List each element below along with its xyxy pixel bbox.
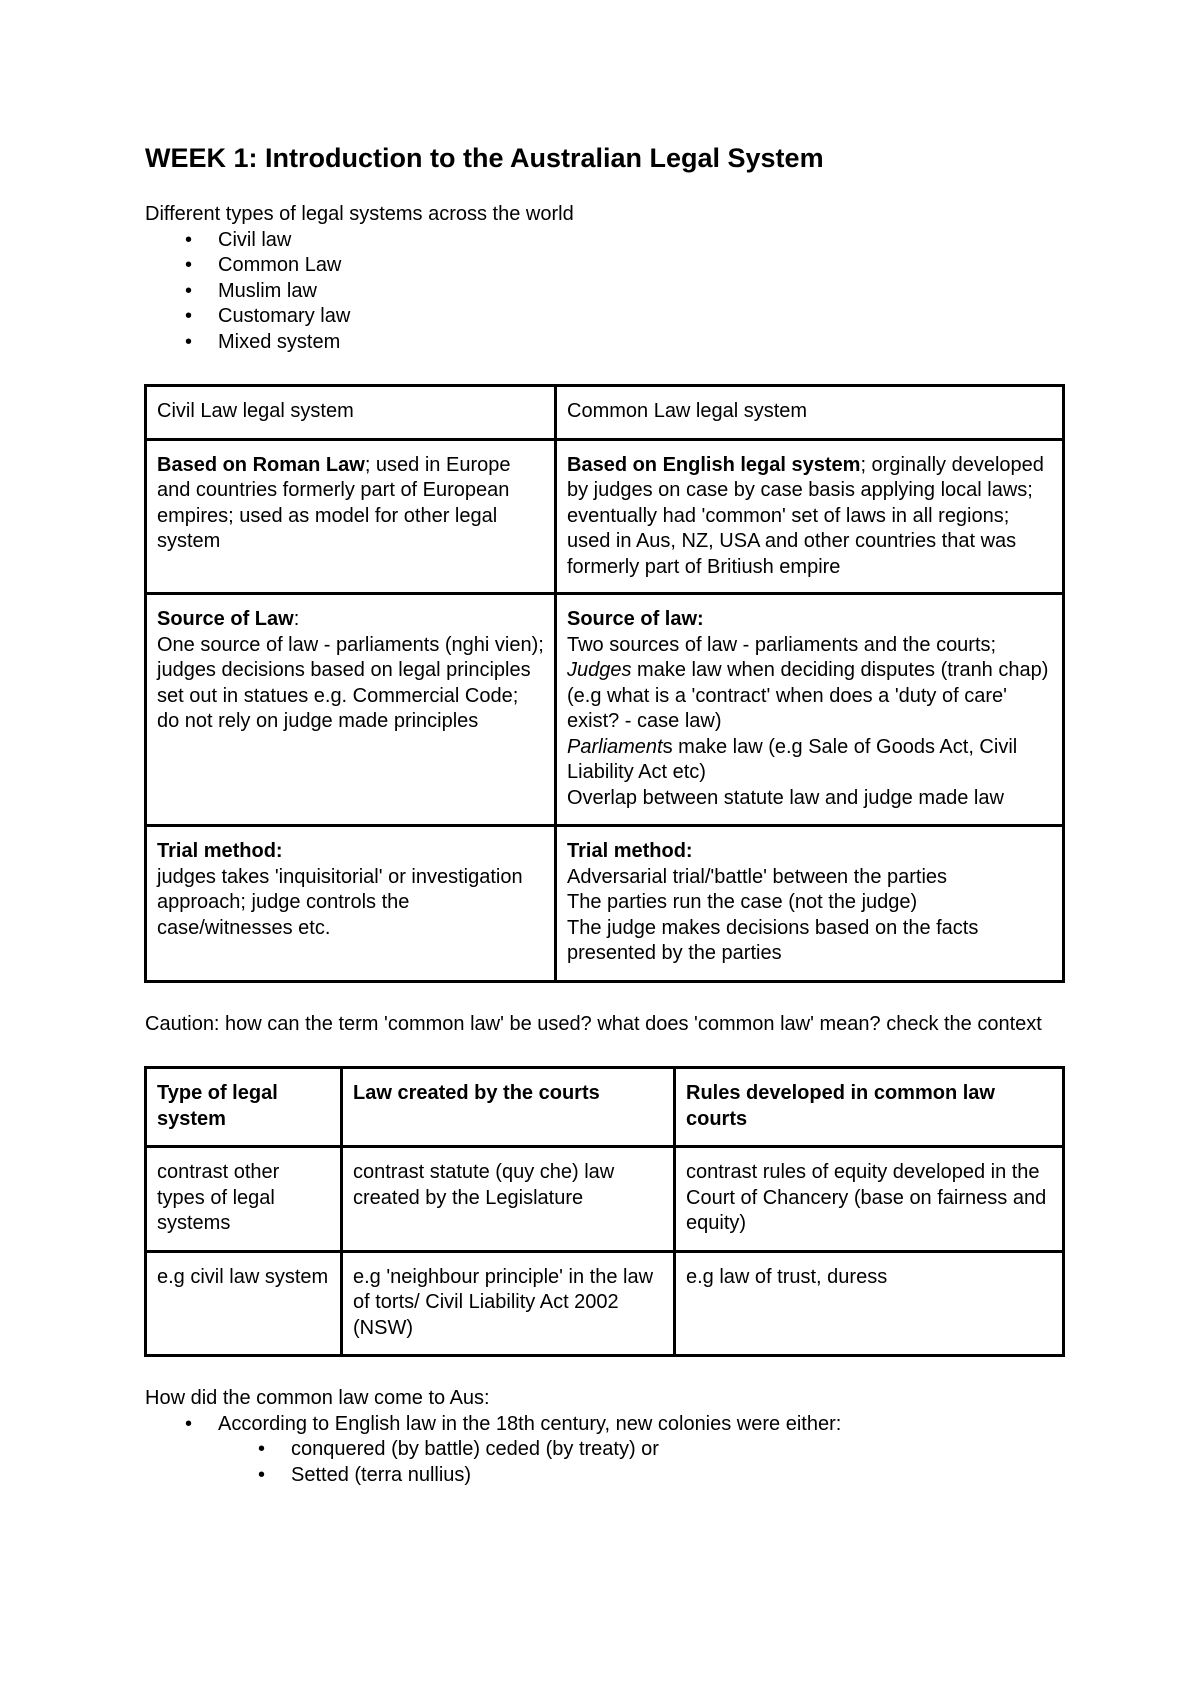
legal-systems-list xyxy=(145,228,1063,356)
table-header-cell: Rules developed in common law courts xyxy=(675,1068,1064,1147)
cell-bold-text: Based on Roman Law xyxy=(157,453,365,476)
cell-text: make law when deciding disputes (tranh chap) (e.g what is a 'contract' when does a 'duty of care' exist? - case law) xyxy=(567,659,1049,732)
table-row xyxy=(146,386,1064,440)
table-cell xyxy=(146,439,556,594)
cell-text: ; orginally developed by judges on case by case basis applying local laws; eventually had 'common' set of laws in all regions; used in Aus, NZ, USA and other countries that was formerly part of Britiush empire xyxy=(567,453,1044,578)
table-header-cell: Law created by the courts xyxy=(342,1068,675,1147)
list-item: • Setted (terra nullius) xyxy=(145,1463,1063,1489)
cell-text: Overlap between statute law and judge made law xyxy=(567,786,1004,809)
cell-bold-text: Source of Law xyxy=(157,608,294,630)
intro-text: Different types of legal systems across the world xyxy=(145,203,574,225)
list-item: • According to English law in the 18th century, new colonies were either: xyxy=(145,1412,1063,1438)
table-cell xyxy=(146,594,556,826)
list-item: • Customary law xyxy=(145,304,1063,330)
table-cell xyxy=(146,826,556,982)
cell-text: s make law (e.g Sale of Goods Act, Civil Liability Act etc) xyxy=(567,735,1018,783)
cell-text: The parties run the case (not the judge) xyxy=(567,891,918,913)
table-row xyxy=(146,826,1064,982)
table-cell: e.g law of trust, duress xyxy=(675,1251,1064,1356)
cell-text: One source of law - parliaments (nghi vien); judges decisions based on legal principles set out in statues e.g. Commercial Code; do not rely on judge made principles xyxy=(157,633,544,732)
table-row xyxy=(146,594,1064,826)
table-cell: e.g civil law system xyxy=(146,1251,342,1356)
cell-text: judges takes 'inquisitorial' or investigation approach; judge controls the case/witnesses etc. xyxy=(157,865,523,939)
cell-heading: Trial method: xyxy=(157,840,283,862)
caution-text: Caution: how can the term 'common law' be used? what does 'common law' mean? check the context xyxy=(145,1012,1042,1035)
table-header-cell: Type of legal system xyxy=(146,1068,342,1147)
table-cell: e.g 'neighbour principle' in the law of torts/ Civil Liability Act 2002 (NSW) xyxy=(342,1251,675,1356)
page-title: WEEK 1: Introduction to the Australian Legal System xyxy=(145,143,824,173)
table-header-cell: Common Law legal system xyxy=(556,386,1064,440)
list-item: • Civil law xyxy=(145,228,1063,254)
table-cell xyxy=(556,439,1064,594)
document-page xyxy=(145,140,1063,1488)
table-cell xyxy=(556,594,1064,826)
cell-text: The judge makes decisions based on the facts presented by the parties xyxy=(567,916,979,964)
colonies-sublist xyxy=(145,1437,1063,1488)
list-item: • Muslim law xyxy=(145,279,1063,305)
table-row xyxy=(146,439,1064,594)
colonies-list xyxy=(145,1412,1063,1438)
common-law-meanings-table xyxy=(144,1066,1065,1357)
table-row xyxy=(146,1147,1064,1252)
list-item: • conquered (by battle) ceded (by treaty) or xyxy=(145,1437,1063,1463)
list-item: • Common Law xyxy=(145,253,1063,279)
cell-italic-text: Judges xyxy=(567,659,632,681)
table-row xyxy=(146,1251,1064,1356)
civil-vs-common-table xyxy=(144,384,1065,983)
table-cell xyxy=(556,826,1064,982)
table-row xyxy=(146,1068,1064,1147)
cell-bold-text: Based on English legal system xyxy=(567,453,861,476)
table-header-cell: Civil Law legal system xyxy=(146,386,556,440)
cell-text: : xyxy=(293,608,300,630)
table-cell: contrast statute (quy che) law created by the Legislature xyxy=(342,1147,675,1252)
cell-heading: Source of law: xyxy=(567,608,704,630)
cell-text: Two sources of law - parliaments and the courts; xyxy=(567,633,997,656)
cell-text: ; used in Europe and countries formerly part of European empires; used as model for other legal system xyxy=(157,453,511,552)
table-cell: contrast other types of legal systems xyxy=(146,1147,342,1252)
cell-italic-text: Parliament xyxy=(567,735,663,758)
colonies-intro-text: How did the common law come to Aus: xyxy=(145,1387,490,1409)
table-cell: contrast rules of equity developed in the Court of Chancery (base on fairness and equity) xyxy=(675,1147,1064,1252)
cell-heading: Trial method: xyxy=(567,840,693,862)
cell-text: Adversarial trial/'battle' between the parties xyxy=(567,865,948,888)
list-item: • Mixed system xyxy=(145,330,1063,356)
